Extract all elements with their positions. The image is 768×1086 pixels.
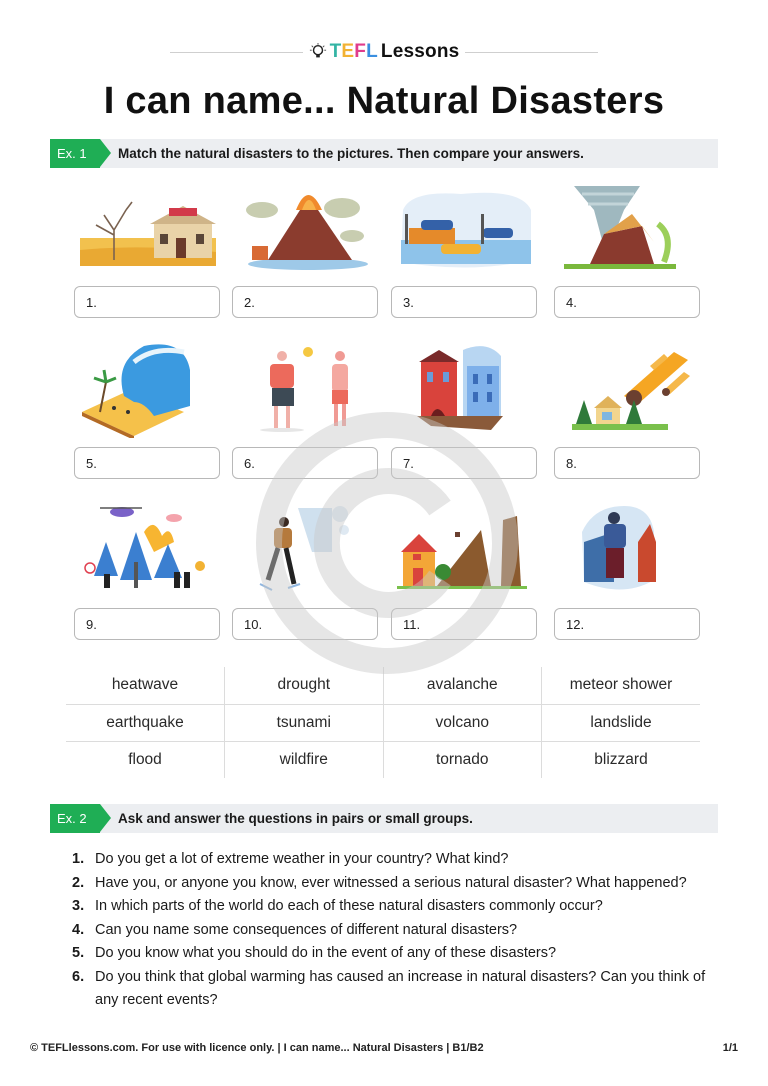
item-2 [232,180,378,310]
answer-box-12[interactable]: 12. [554,608,700,640]
exercise-1-instruction: Match the natural disasters to the pictures. Then compare your answers. [118,146,584,161]
question-number: 3. [72,898,85,914]
drought-picture [74,180,220,276]
question-text: Have you, or anyone you know, ever witnessed a serious natural disaster? What happened? [95,874,687,891]
question-item [72,966,712,1013]
logo-lessons: Lessons [380,41,460,62]
question-item [72,848,712,872]
page-footer [30,1042,738,1054]
word-bank-row [66,667,700,704]
answer-box-2[interactable]: 2. [232,286,378,318]
item-1 [74,180,220,310]
answer-box-1[interactable]: 1. [74,286,220,318]
item-4 [554,180,700,310]
logo-letter-f: F [354,41,367,62]
tefl-logo [303,41,466,63]
answer-box-9[interactable]: 9. [74,608,220,640]
earthquake-picture [391,342,537,438]
item-5 [74,342,220,471]
word-bank-cell: wildfire [225,741,384,778]
word-bank-cell: volcano [383,704,542,741]
word-bank-cell: landslide [542,704,701,741]
copyright-text: © TEFLlessons.com. For use with licence only. | I can name... Natural Disasters | B1/B2 [30,1042,484,1054]
question-list [72,848,712,1013]
page-title: I can name... Natural Disasters [103,80,665,122]
lightbulb-icon [309,43,327,61]
word-bank-cell: tornado [383,741,542,778]
heatwave-picture [232,342,378,438]
question-number: 4. [72,921,85,938]
word-bank-row [66,704,700,741]
question-item [72,919,712,943]
divider [465,52,598,53]
landslide-picture [391,502,537,598]
tornado-picture [554,180,700,276]
word-bank-table [66,667,700,778]
item-9 [74,502,220,632]
word-bank-cell: avalanche [383,667,542,704]
item-6 [232,342,378,471]
answer-box-11[interactable]: 11. [391,608,537,640]
item-3 [391,180,537,310]
answer-box-5[interactable]: 5. [74,447,220,479]
exercise-2-tag: Ex. 2 [50,804,100,833]
question-item [72,942,712,966]
word-bank-cell: heatwave [66,667,225,704]
logo-header [170,38,598,66]
question-item [72,872,712,896]
logo-letter-l: L [366,41,378,62]
item-10 [232,502,378,632]
word-bank-row [66,741,700,778]
answer-box-7[interactable]: 7. [391,447,537,479]
wildfire-picture [74,502,220,598]
blizzard-picture [554,502,700,598]
word-bank-cell: drought [225,667,384,704]
tsunami-picture [74,342,220,438]
word-bank-cell: earthquake [66,704,225,741]
avalanche-picture [232,502,378,598]
word-bank-cell: flood [128,750,162,768]
logo-letter-t: T [329,41,342,62]
question-number: 2. [72,874,85,891]
item-12 [554,502,700,632]
exercise-2-instruction: Ask and answer the questions in pairs or small groups. [118,811,473,826]
answer-box-6[interactable]: 6. [232,447,378,479]
divider [170,52,303,53]
question-number: 1. [72,851,85,867]
word-bank-cell: tsunami [225,704,384,741]
question-number: 6. [72,968,85,985]
question-text: Do you get a lot of extreme weather in your country? What kind? [95,851,509,867]
exercise-2-header [50,804,718,833]
answer-box-10[interactable]: 10. [232,608,378,640]
flood-picture [391,180,537,276]
page-number: 1/1 [722,1042,738,1054]
item-8 [554,342,700,471]
question-text: Can you name some consequences of different natural disasters? [95,921,518,938]
word-bank-cell: blizzard [542,741,701,778]
exercise-1-tag: Ex. 1 [50,139,100,168]
word-bank-cell: meteor shower [542,667,701,704]
meteor-shower-picture [554,342,700,438]
item-7 [391,342,537,471]
answer-box-4[interactable]: 4. [554,286,700,318]
answer-box-8[interactable]: 8. [554,447,700,479]
question-text: In which parts of the world do each of these natural disasters commonly occur? [95,898,603,914]
question-text: Do you know what you should do in the event of any of these disasters? [95,945,557,961]
question-text: Do you think that global warming has caused an increase in natural disasters? Can you think of any recent events? [95,968,706,1008]
question-number: 5. [72,945,85,961]
item-11 [391,502,537,632]
logo-letter-e: E [341,41,355,62]
question-item [72,895,712,919]
answer-box-3[interactable]: 3. [391,286,537,318]
volcano-picture [232,180,378,276]
exercise-1-header [50,139,718,168]
